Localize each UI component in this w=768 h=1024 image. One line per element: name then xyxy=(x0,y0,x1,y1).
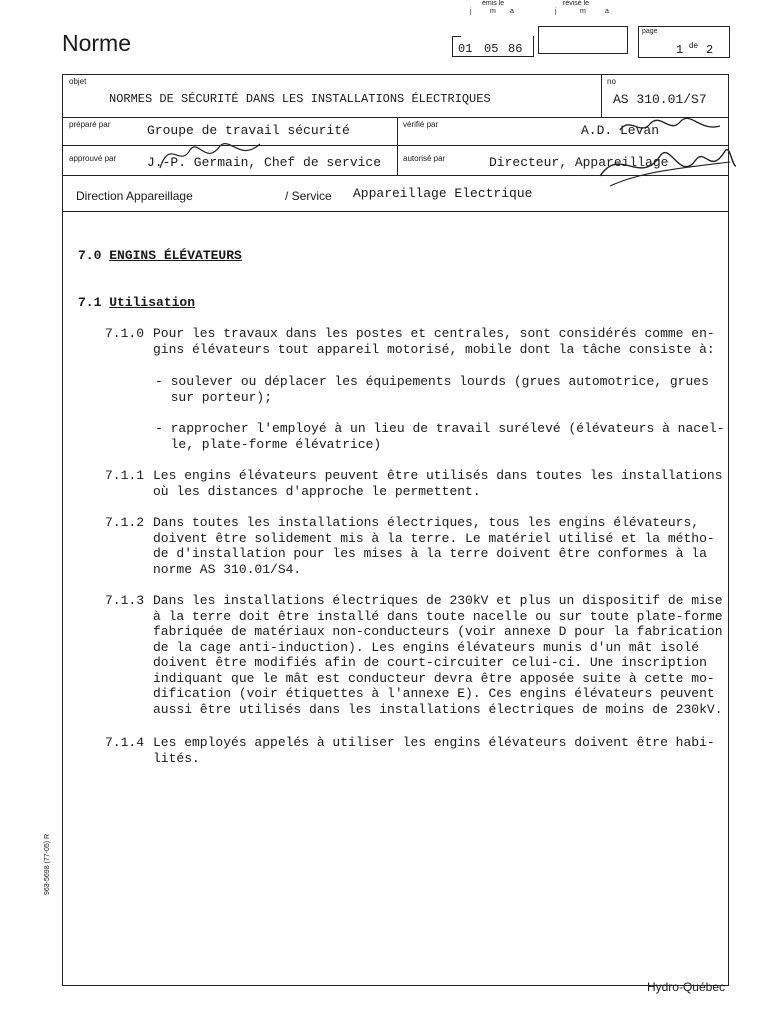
section-title: ENGINS ÉLÉVATEURS xyxy=(109,248,242,263)
objet-label: objet xyxy=(69,77,87,86)
paragraph-line: de la cage anti-induction). Les engins élévateurs munis d'un mât isolé xyxy=(153,639,700,655)
bullet-item xyxy=(155,421,725,452)
emis-label: émis le xyxy=(482,0,505,7)
paragraph-7-1-4 xyxy=(105,735,715,767)
paragraph-line: fabriquée de matériaux non-conducteurs (voir annexe D pour la fabrication xyxy=(153,624,723,639)
paragraph-number: 7.1.0 xyxy=(105,326,145,341)
prepare-value: Groupe de travail sécurité xyxy=(147,123,350,138)
paragraph-line: indiquant que le mât est conducteur devra être apposée suite à cette mo- xyxy=(153,670,715,686)
subsection-title: Utilisation xyxy=(109,295,196,310)
paragraph-number: 7.1.2 xyxy=(105,515,145,530)
paragraph-line: où les distances d'approche le permettent. xyxy=(153,483,481,499)
verifie-value: A.D. Levan xyxy=(581,123,660,138)
bullet-line: - rapprocher l'employé à un lieu de travail surélevé (élévateurs à nacel- xyxy=(155,421,725,436)
paragraph-line: Les engins élévateurs peuvent être utilisés dans toutes les installations xyxy=(153,468,723,483)
revise-year-sublabel: a xyxy=(605,8,609,15)
paragraph-line: Dans les installations électriques de 230kV et plus un dispositif de mise xyxy=(153,593,723,608)
paragraph-line: gins élévateurs tout appareil motorisé, mobile dont la tâche consiste à: xyxy=(153,341,715,357)
paragraph-line: doivent être modifiés afin de court-circuiter celui-ci. Une inscription xyxy=(153,655,707,670)
paragraph-7-1-0 xyxy=(105,326,715,358)
paragraph-line: dification (voir étiquettes à l'annexe E). Ces engins élévateurs peuvent xyxy=(153,686,715,701)
paragraph-line: lités. xyxy=(153,750,200,766)
signature-drawing xyxy=(560,106,740,198)
page-number: 1 xyxy=(676,43,684,57)
emis-month-sublabel: m xyxy=(490,8,496,15)
bullet-line: le, plate-forme élévatrice) xyxy=(155,436,382,452)
direction-label: Direction Appareillage xyxy=(76,189,193,203)
prepare-label: préparé par xyxy=(69,120,111,129)
emis-day-sublabel: j xyxy=(470,8,472,15)
no-label: no xyxy=(607,77,616,86)
subsection-heading xyxy=(78,295,195,310)
paragraph-line: de d'installation pour les mises à la terre doivent être conformes à la xyxy=(153,546,707,561)
emis-year-sublabel: a xyxy=(510,8,514,15)
autorise-label: autorisé par xyxy=(403,154,446,163)
emis-day: 01 xyxy=(458,42,473,56)
bullet-line: sur porteur); xyxy=(155,389,273,405)
bullet-item xyxy=(155,374,709,405)
verifie-label: vérifié par xyxy=(403,120,439,129)
no-value: AS 310.01/S7 xyxy=(613,92,707,107)
approuve-value: J.-P. Germain, Chef de service xyxy=(147,155,382,170)
company-name: Hydro-Québec xyxy=(646,980,725,994)
emis-month: 05 xyxy=(484,42,499,56)
paragraph-line: Dans toutes les installations électriques, tous les engins élévateurs, xyxy=(153,515,700,530)
paragraph-number: 7.1.1 xyxy=(105,468,145,483)
paragraph-line: norme AS 310.01/S4. xyxy=(153,561,302,577)
paragraph-7-1-3 xyxy=(105,593,723,719)
paragraph-number: 7.1.3 xyxy=(105,593,145,608)
paragraph-line: aussi être utilisés dans les installations électriques de moins de 230kV. xyxy=(153,701,723,717)
paragraph-7-1-1 xyxy=(105,468,723,500)
page-total: 2 xyxy=(706,43,714,57)
page-de: de xyxy=(689,41,698,50)
subsection-number: 7.1 xyxy=(78,295,102,310)
paragraph-number: 7.1.4 xyxy=(105,735,145,750)
section-number: 7.0 xyxy=(78,248,102,263)
service-value: Appareillage Electrique xyxy=(353,186,533,201)
signature-approver-drawing xyxy=(150,128,270,176)
paragraph-7-1-2 xyxy=(105,515,715,579)
paragraph-line: Les employés appelés à utiliser les engins élévateurs doivent être habi- xyxy=(153,735,715,750)
page-label: page xyxy=(642,28,658,35)
approuve-label: approuvé par xyxy=(69,154,117,163)
paragraph-line: Pour les travaux dans les postes et centrales, sont considérés comme en- xyxy=(153,326,715,341)
revise-month-sublabel: m xyxy=(580,8,586,15)
revise-label: révisé le xyxy=(563,0,590,7)
service-label: / Service xyxy=(285,189,332,203)
paragraph-line: à la terre doit être installé dans toute nacelle ou sur toute plate-forme xyxy=(153,608,723,624)
autorise-value: Directeur, Appareillage xyxy=(489,155,669,170)
bullet-line: - soulever ou déplacer les équipements lourds (grues automotrice, grues xyxy=(155,374,709,389)
emis-year: 86 xyxy=(508,42,523,56)
form-code: 963-5698 (77-05) R xyxy=(44,833,51,895)
paragraph-line: doivent être solidement mis à la terre. Le matériel utilisé et la métho- xyxy=(153,530,715,546)
objet-value: NORMES DE SÉCURITÉ DANS LES INSTALLATIONS ÉLECTRIQUES xyxy=(109,92,491,106)
revise-day-sublabel: j xyxy=(555,8,557,15)
section-heading xyxy=(78,248,242,263)
document-title: Norme xyxy=(62,30,132,56)
